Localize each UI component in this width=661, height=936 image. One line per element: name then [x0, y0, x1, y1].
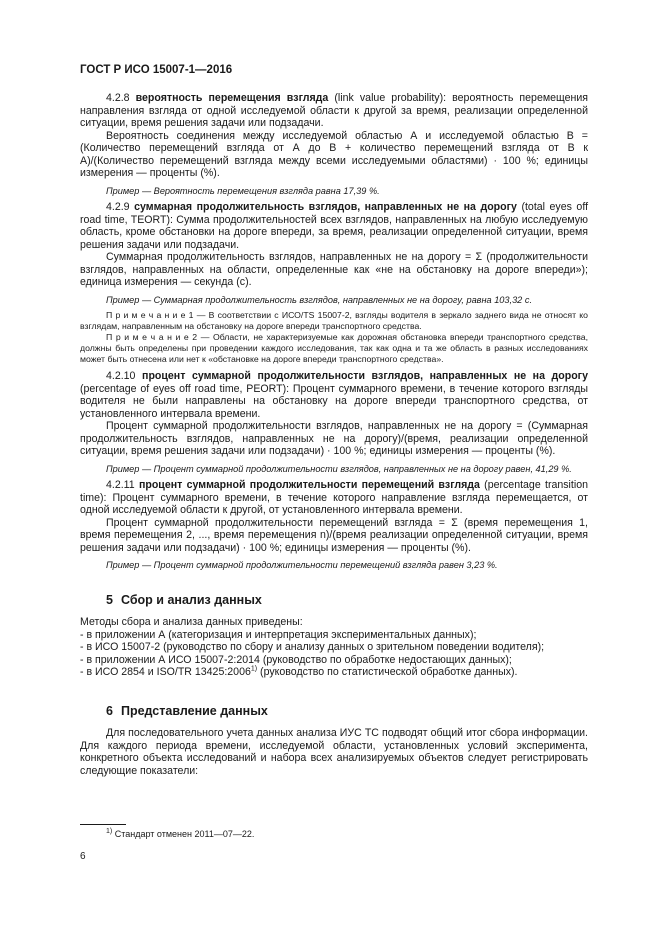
formula: Вероятность соединения между исследуемой областью А и исследуемой областью В = (Количество перемещений взгляда от А до В + количество перемещений взгляда от В к А)/(Количество перемещений взгляда между всеми исследуемыми областями) · 100 %; единицы измерения — проценты (%).	[80, 129, 588, 179]
clause-number: 4.2.8	[106, 92, 130, 104]
methods-list	[80, 616, 588, 679]
clause-4-2-11	[80, 479, 588, 517]
section-number: 6	[106, 703, 113, 718]
example: Пример — Процент суммарной продолжительности перемещений взгляда равен 3,23 %.	[106, 560, 498, 570]
list-item-suffix: (руководство по статистической обработке данных).	[257, 666, 518, 678]
example: Пример — Суммарная продолжительность взглядов, направленных не на дорогу, равна 103,32 с.	[106, 294, 532, 305]
clause-number: 4.2.10	[106, 370, 136, 382]
example: Пример — Вероятность перемещения взгляда равна 17,39 %.	[106, 185, 380, 196]
term: суммарная продолжительность взглядов, направленных не на дорогу	[134, 201, 517, 213]
definition: (total eyes off road time, TEORT): Сумма продолжительностей всех взглядов, направленных на любую исследуемую область, кроме обстановки на дороге впереди, за время, реализации определенной ситуации, время решения задачи или подзадачи.	[80, 201, 589, 251]
page-number: 6	[80, 851, 86, 862]
footnote-divider	[80, 824, 126, 825]
definition: (percentage of eyes off road time, PEORT): Процент суммарного времени, в течение которого взгляды водителя не были направлены на обстановку на дороге впереди транспортного средства, от установленного интервала времени.	[80, 382, 588, 420]
document-body	[80, 92, 588, 777]
term: вероятность перемещения взгляда	[135, 92, 329, 104]
formula: Процент суммарной продолжительности перемещений взгляда = Σ (время перемещения 1, время перемещения 2, ..., время перемещения n)/(время реализации определенной ситуации, время решения задачи или подзадачи) · 100 %; единицы измерения — проценты (%).	[80, 516, 588, 554]
section-title: Сбор и анализ данных	[120, 592, 262, 607]
section-number: 5	[106, 592, 113, 607]
list-intro: Методы сбора и анализа данных приведены:	[80, 616, 303, 628]
note-1: П р и м е ч а н и е 1 — В соответствии с ИСО/TS 15007-2, взгляды водителя в зеркало заднего вида не относят ко взглядам, направленным на обстановку на дороге впереди транспортного средства.	[80, 310, 588, 331]
section-5-heading	[80, 594, 588, 607]
term: процент суммарной продолжительности взглядов, направленных не на дорогу	[142, 370, 588, 382]
section-6-text: Для последовательного учета данных анализа ИУС ТС подводят общий итог сбора информации. Для каждого периода времени, исследуемой области, установленных условий эксперимента, конкретного объекта исследований и набора всех анализируемых объектов следует регистрировать следующие показатели:	[80, 727, 588, 777]
note-2: П р и м е ч а н и е 2 — Области, не характеризуемые как дорожная обстановка впереди транспортного средства, должны быть определены при проведении каждого исследования, так как одна и та же область в разных исследованиях может быть отнесена или нет к «обстановке на дороге впереди транспортного средства».	[80, 332, 588, 364]
list-item	[80, 666, 588, 679]
list-item-text: - в ИСО 2854 и ISO/TR 13425:2006	[80, 666, 251, 678]
definition: (percentage transition time): Процент суммарного времени, в течение которого направление взгляда перемещается, от одной исследуемой области к другой, от установленного интервала времени.	[80, 479, 588, 516]
clause-4-2-9	[80, 201, 588, 251]
clause-4-2-8	[80, 92, 588, 130]
footnote-ref[interactable]: 1)	[250, 665, 258, 673]
clause-number: 4.2.11	[106, 479, 135, 491]
document-header: ГОСТ Р ИСО 15007-1—2016	[80, 64, 233, 76]
example: Пример — Процент суммарной продолжительности взглядов, направленных не на дорогу равен, 41,29 %.	[106, 463, 572, 474]
list-item: - в приложении А ИСО 15007-2:2014 (руководство по обработке недостающих данных);	[80, 653, 512, 666]
clause-number: 4.2.9	[106, 201, 130, 213]
list-item: - в приложении А (категоризация и интерпретация экспериментальных данных);	[80, 628, 477, 641]
term: процент суммарной продолжительности перемещений взгляда	[138, 479, 480, 491]
footnote-text: Стандарт отменен 2011—07—22.	[112, 829, 255, 839]
section-title: Представление данных	[120, 703, 268, 718]
footnote	[106, 829, 254, 839]
list-item: - в ИСО 15007-2 (руководство по сбору и анализу данных о зрительном поведении водителя);	[80, 641, 545, 653]
clause-4-2-10	[80, 370, 588, 420]
footnote-mark: 1)	[106, 828, 113, 835]
section-6-heading	[80, 705, 588, 718]
definition: (link value probability): вероятность перемещения направления взгляда от одной исследуемой области к другой за время, реализации определенной ситуации, время решения задачи или подзадачи.	[80, 92, 589, 129]
formula: Процент суммарной продолжительности взглядов, направленных не на дорогу = (Суммарная продолжительность взглядов, направленных не на дорогу)/(время, реализации определенной ситуации, время решения задачи или подзадачи) · 100 %; единицы измерения — проценты (%).	[80, 420, 588, 457]
formula: Суммарная продолжительность взглядов, направленных не на дорогу = Σ (продолжительности взглядов, направленных на области, определенные как «не на обстановку на дороге впереди»); единица измерения — секунда (с).	[80, 251, 588, 288]
